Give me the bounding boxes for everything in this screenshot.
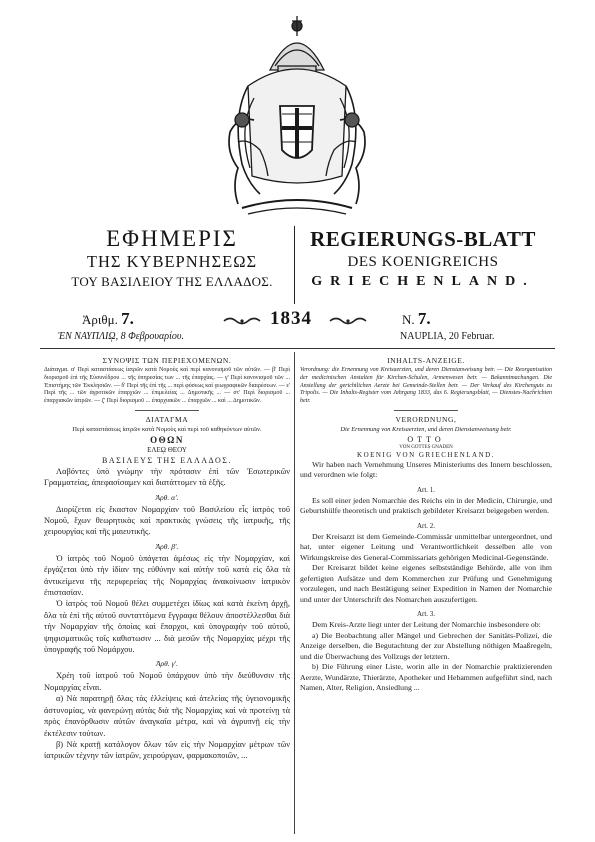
greek-contents-text: Διάταγμα. α' Περὶ καταστάσεως ἰατρῶν κατὰ Νομοὺς καὶ περὶ κανονισμοῦ τῶν αὐτῶν. — β' Περὶ διορισμοῦ ἐπὶ τῆς Εὐσυνέδρου ... τῆς ὑπηρεσίας των ... τῆς ἐπαρχίας. — γ' Περὶ κανονισμοῦ τῶν ... Ἐπιστήμης τῶν Ἐκκλησιῶν. — δ' Περὶ τῆς ἐπὶ τῆς ... περὶ φύσεως καὶ γεωγραφικῶν διαιρέσεων. — ε' Περὶ τῆς ... τῶν ἀγροτικῶν ἐπαρχιῶν ... ἐπιμελείας ... Δημοτικῆς ... — στ' Περὶ διορισμοῦ ... ἐπαρχιακῶν ἰατρῶν. — ζ' Περὶ διορισμοῦ ... ἐπαρχιακῶν ... ἐπαρχιῶν ... καὶ ... Δημοτικῶν. — [44, 367, 290, 405]
greek-decree-subtitle: Περὶ καταστάσεως ἰατρῶν κατὰ Νομοὺς καὶ περὶ τοῦ καθηκόντων αὐτῶν. — [72, 425, 262, 433]
german-issue-label: N. — [402, 312, 415, 327]
german-decree-subtitle: Die Ernennung von Kreisaerzten, und deren Dienstanweisung betr. — [340, 425, 512, 433]
greek-king-title: ΒΑΣΙΛΕΥΣ ΤΗΣ ΕΛΛΑΔΟΣ. — [102, 455, 232, 465]
issue-line — [40, 309, 555, 349]
german-column — [300, 356, 552, 694]
german-art3-a: a) Die Beobachtung aller Mängel und Gebrechen der Sanitäts-Polizei, die Anzeige derselben, die Begutachtung der zur Abstellung nöthigen Maaßregeln, und die Überwachung des Vollzugs der letztern. — [300, 630, 552, 661]
greek-art3-intro: Χρέη τοῦ ἰατροῦ τοῦ Νομοῦ ὑπάρχουν ὑπὸ τὴν διεύθυνσιν τῆς Νομαρχίας εἶναι. — [44, 671, 290, 692]
greek-art3-label: Ἀρθ. γ'. — [155, 659, 179, 669]
german-place-date: NAUPLIA, 20 Februar. — [400, 331, 495, 342]
greek-issue-label: Ἀριθμ. — [82, 312, 118, 327]
german-art3-b: b) Die Führung einer Liste, worin alle in der Nomarchie praktizierenden Aerzte, Wundärzte, Thierärzte, Apotheker und Hebammen aufgeführt sind, nach Namen, Alter, Religion, Ansiedlung ... — [300, 662, 552, 693]
masthead-german — [300, 226, 546, 292]
german-issue-value: 7. — [417, 309, 431, 328]
header-rule — [40, 348, 555, 349]
german-king-name: OTTO — [407, 434, 445, 444]
greek-issue-value: 7. — [121, 309, 134, 328]
greek-section-rule — [135, 410, 199, 411]
greek-art2-text-2: Ὁ ἰατρὸς τοῦ Νομοῦ θέλει συμμετέχει ἰδίως καὶ κατὰ ἐκείνη ἀρχῇ, ὅλα τὰ ἐπὶ τῆς αὐτοῦ συνταττόμενα ἔγγραφα θέλουν ἀποστέλλεσθαι διὰ τὴν Νομαρχίαν τῆς ὁποίας καὶ ἔπαρχοι, καὶ ὑπογραφὴν τοῦ αὐτοῦ, ψηφισματικῶς τοῖς καθιστωσιν ... διὰ μεσῶν τῆς Νομαρχίας μέχρι τῆς ὑπογραφῆς τοῦ Νομάρχου. — [44, 599, 290, 655]
german-grace: VON GOTTES GNADEN — [399, 444, 453, 450]
greek-art1-text: Διορίζεται εἰς ἕκαστον Νομαρχίαν τοῦ Βασιλείου εἷς ἰατρὸς τοῦ Νομοῦ, ἔχων θεωρητικὰς καὶ πρακτικὰς γνώσεις τῆς ἰατρικῆς, τῆς χειρουργίας καὶ τῆς μαιευτικῆς. — [44, 504, 290, 537]
greek-title-line-2: ΤΗΣ ΚΥΒΕΡΝΗΣΕΩΣ — [86, 252, 258, 271]
greek-decree-heading: ΔΙΑΤΑΓΜΑ — [145, 414, 189, 424]
german-section-rule — [394, 410, 458, 411]
ornament-left-icon — [222, 316, 262, 326]
german-art2-label: Art. 2. — [416, 521, 436, 530]
greek-issue-number — [82, 309, 134, 329]
german-contents-text: Verordnung: die Ernennung von Kreisaerzten, und deren Dienstanweisung betr. — Die Reorganisation der medicinischen Anstalten für Kirchen-Schulen, Armenwesen betr. — Bekanntmachungen. Die Anstellung der gerichtlichen Aerzte bei Gemeinde-Stellen betr. — Der Verkauf des Kirchenguts zu Tripolis. — Die Inhalts-Register vom Jahrgang 1833, das 6. Regierungsblatt, — Dienstes-Nachrichten betr. — [300, 367, 552, 405]
ornament-right-icon — [328, 316, 368, 326]
german-art3-intro: Dem Kreis-Arzte liegt unter der Leitung der Nomarchie insbesondere ob: — [312, 620, 541, 630]
greek-art2-label: Ἀρθ. β'. — [155, 541, 179, 551]
greek-art3-a: α) Νὰ παρατηρῇ ὅλας τὰς ἐλλείψεις καὶ ἀτελείας τῆς ὑγειονομικῆς ἀστυνομίας, νὰ φανερώνῃ αὐτὰς διὰ τῆς Νομαρχίας καὶ νὰ προτείνῃ τὰ πρὸς ἐπανόρθωσιν αὐτῶν ἀναγκαῖα μέτρα, καὶ νὰ ἀγρυπνῇ εἰς τὴν ἐκτέλεσιν τούτων. — [44, 694, 290, 738]
german-issue-number — [402, 309, 431, 329]
greek-place-date: ἘΝ ΝΑΥΠΛΙῼ, 8 Φεβρουαρίου. — [58, 331, 184, 342]
masthead-greek — [52, 226, 292, 291]
german-art1-text: Es soll einer jeden Nomarchie des Reichs ein in der Medicin, Chirurgie, und Geburtshülfe theoretisch und praktisch gebildeter Kreisarzt beigegeben werden. — [300, 495, 552, 516]
greek-title-line-1: ΕΦΗΜΕΡΙΣ — [106, 226, 238, 251]
german-preamble: Wir haben nach Vernehmung Unseres Ministeriums des Innern beschlossen, und verordnen wie folgt: — [300, 459, 552, 480]
german-art1-label: Art. 1. — [416, 485, 436, 494]
greek-contents-heading: ΣΥΝΟΨΙΣ ΤΩΝ ΠΕΡΙΕΧΟΜΕΝΩΝ. — [102, 356, 232, 365]
german-title-line-1: REGIERUNGS-BLATT — [310, 227, 536, 251]
greek-art1-label: Ἀρθ. α'. — [155, 492, 179, 502]
greek-title-line-3: ΤΟΥ ΒΑΣΙΛΕΙΟΥ ΤΗΣ ΕΛΛΑΔΟΣ. — [71, 274, 273, 289]
german-contents-heading: INHALTS-ANZEIGE. — [387, 356, 465, 365]
german-king-title: KOENIG VON GRIECHENLAND. — [357, 450, 495, 459]
greek-column — [44, 356, 290, 762]
german-title-line-3: GRIECHENLAND. — [311, 274, 535, 289]
german-decree-heading: VERORDNUNG, — [395, 414, 457, 424]
greek-art3-b: β) Νὰ κρατῇ κατάλογον ὅλων τῶν εἰς τὴν Νομαρχίαν μέτρων τῶν ἰατρικῶν τέχνην τῶν ἰατρῶν, χειρούργων, φαρμακοποιῶν, ... — [44, 739, 290, 761]
greek-grace: ΕΛΕῼ ΘΕΟΥ — [147, 445, 187, 454]
greek-king-name: ΟΘΩΝ — [150, 434, 184, 445]
german-art2-text-2: Der Kreisarzt bildet keine eigenes selbstständige Behörde, alle von ihm gefertigten Aufsätze und dem Kommerchen zur Prüfung und Genehmigung vorzulegen, und nach Bestätigung seiner Expedition in Namen der Nomarchie und unter der Unterschrift des Nomarchen auszufertigen. — [300, 563, 552, 604]
column-divider — [294, 352, 295, 834]
issue-year: 1834 — [270, 308, 312, 329]
masthead-divider — [294, 226, 295, 304]
greek-preamble: Λαβόντες ὑπὸ γνώμην τὴν πρότασιν ἐπὶ τῶν Ἐσωτερικῶν Γραμματείας, ἀπεφασίσαμεν καὶ διατάττομεν τὰ ἑξῆς. — [44, 466, 290, 488]
german-art2-text-1: Der Kreisarzt ist dem Gemeinde-Commissär unmittelbar untergeordnet, und hat, unter eigener Leitung und Verantwortlichkeit desselben alle von Wirkungskreise des General-Commissariats gehörigen Medicinal-Gegenstände. — [300, 531, 552, 562]
german-title-line-2: DES KOENIGREICHS — [347, 254, 499, 270]
greek-art2-text-1: Ὁ ἰατρὸς τοῦ Νομοῦ ὑπάγεται ἀμέσως εἰς τὴν Νομαρχίαν, καὶ ἐργάζεται ὑπὸ τὴν ἰδίαν της εὐθύνην καὶ αὐτὴν τοῦ κατὰ εἰς ὅλα τὰ ἀντικείμενα τῆς περιφερείας τῆς Νομαρχίας ἀνακοίνωσιν ἰατρικὸν ἐπιστασίαν. — [44, 553, 290, 598]
german-art3-label: Art. 3. — [416, 610, 436, 619]
royal-coat-of-arms-icon — [208, 8, 386, 220]
